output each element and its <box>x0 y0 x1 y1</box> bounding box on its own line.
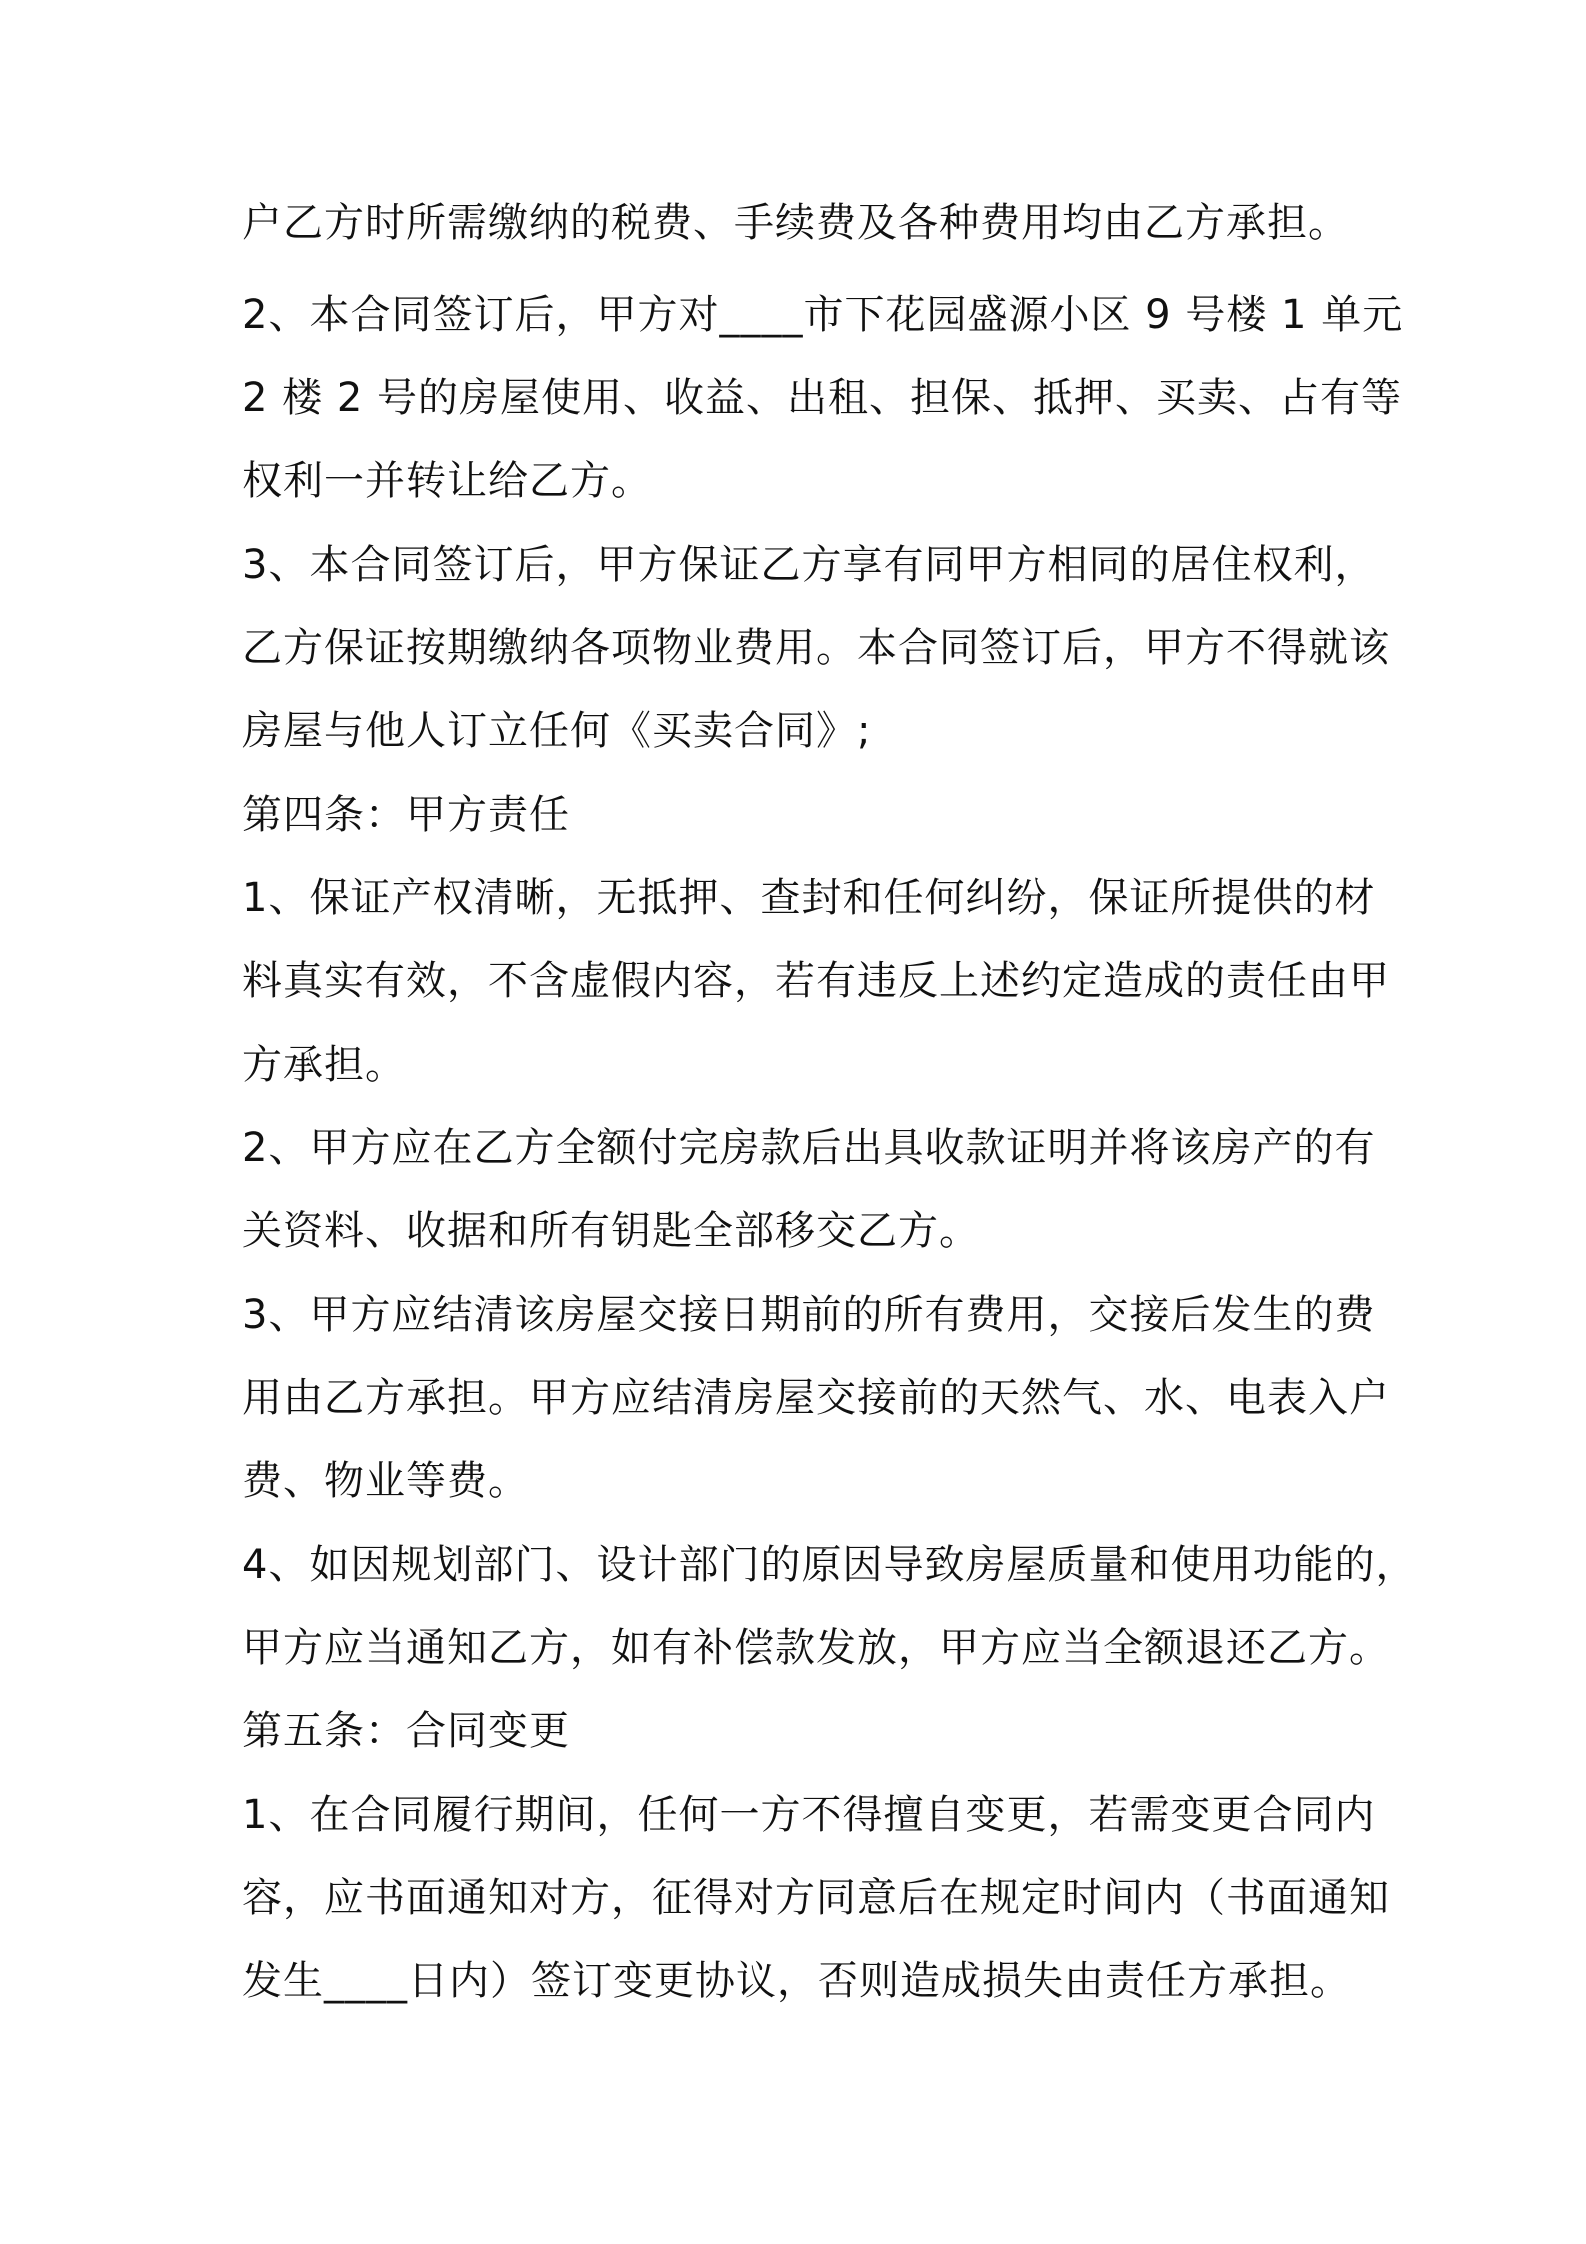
text-line: 乙方保证按期缴纳各项物业费用。本合同签订后，甲方不得就该 <box>242 625 1390 671</box>
text-line: 容，应书面通知对方，征得对方同意后在规定时间内（书面通知 <box>242 1875 1390 1921</box>
text-line: 1、保证产权清晰，无抵押、查封和任何纠纷，保证所提供的材 <box>242 875 1376 921</box>
text-line: 3、本合同签订后，甲方保证乙方享有同甲方相同的居住权利， <box>242 542 1376 588</box>
text-line: 费、物业等费。 <box>242 1458 529 1504</box>
text-line: 2、本合同签订后，甲方对____市下花园盛源小区 9 号楼 1 单元 <box>242 292 1404 338</box>
text-line: 甲方应当通知乙方，如有补偿款发放，甲方应当全额退还乙方。 <box>242 1625 1390 1671</box>
text-line: 权利一并转让给乙方。 <box>242 458 652 504</box>
text-line: 4、如因规划部门、设计部门的原因导致房屋质量和使用功能的， <box>242 1542 1417 1588</box>
text-line: 1、在合同履行期间，任何一方不得擅自变更，若需变更合同内 <box>242 1792 1376 1838</box>
text-line: 2、甲方应在乙方全额付完房款后出具收款证明并将该房产的有 <box>242 1125 1376 1171</box>
text-line: 房屋与他人订立任何《买卖合同》; <box>242 708 872 754</box>
text-line: 关资料、收据和所有钥匙全部移交乙方。 <box>242 1208 980 1254</box>
text-line: 用由乙方承担。甲方应结清房屋交接前的天然气、水、电表入户 <box>242 1375 1390 1421</box>
text-line: 3、甲方应结清该房屋交接日期前的所有费用，交接后发生的费 <box>242 1292 1376 1338</box>
text-line: 料真实有效，不含虚假内容，若有违反上述约定造成的责任由甲 <box>242 958 1390 1004</box>
text-line: 户乙方时所需缴纳的税费、手续费及各种费用均由乙方承担。 <box>242 200 1349 246</box>
text-line: 方承担。 <box>242 1042 406 1088</box>
section-heading: 第五条：合同变更 <box>242 1708 570 1754</box>
text-line: 发生____日内）签订变更协议，否则造成损失由责任方承担。 <box>242 1958 1351 2004</box>
text-line: 2 楼 2 号的房屋使用、收益、出租、担保、抵押、买卖、占有等 <box>242 375 1403 421</box>
section-heading: 第四条：甲方责任 <box>242 792 570 838</box>
